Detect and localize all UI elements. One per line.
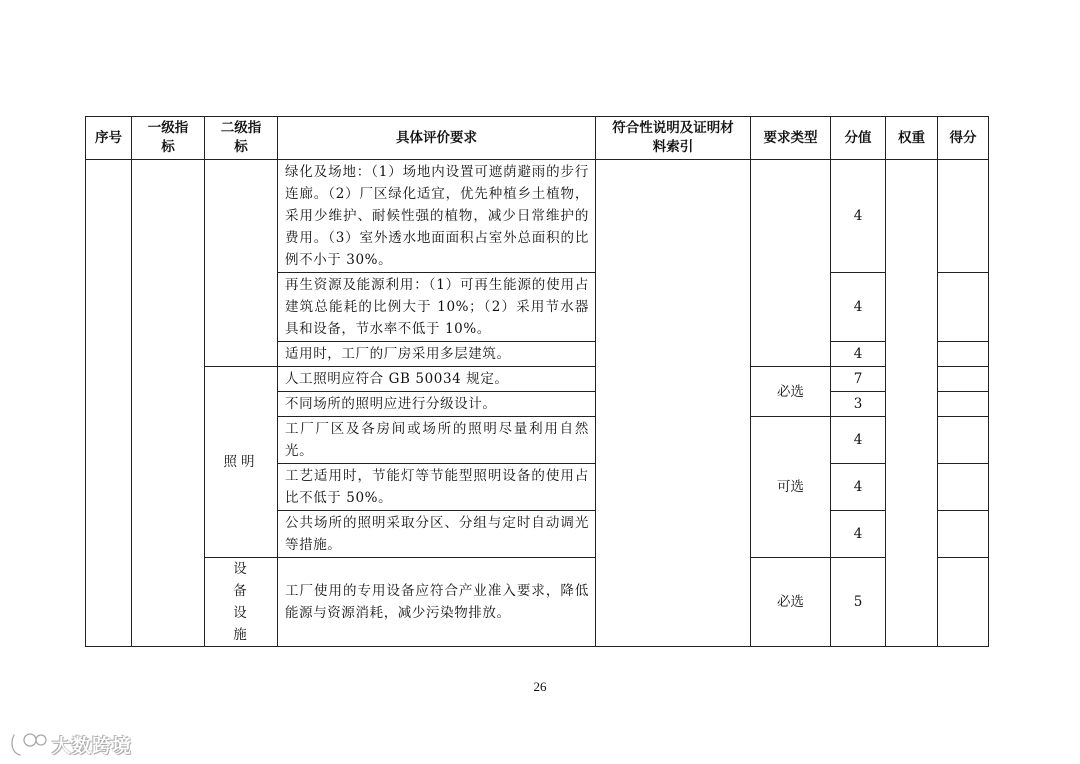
header-level1: 一级指标 <box>132 117 205 160</box>
score-cell: 5 <box>831 558 886 647</box>
obtained-cell <box>938 417 989 464</box>
score-cell: 4 <box>831 464 886 511</box>
watermark-text: 大数跨境 <box>52 734 133 757</box>
requirement-cell: 适用时，工厂的厂房采用多层建筑。 <box>278 342 596 367</box>
weight-cell <box>886 160 938 647</box>
header-requirement: 具体评价要求 <box>278 117 596 160</box>
evidence-cell <box>596 160 751 647</box>
score-cell: 3 <box>831 392 886 417</box>
level1-cell <box>132 160 205 647</box>
table-row <box>86 558 989 647</box>
requirement-cell: 工厂使用的专用设备应符合产业准入要求，降低能源与资源消耗，减少污染物排放。 <box>278 558 596 647</box>
header-weight: 权重 <box>886 117 938 160</box>
header-seq: 序号 <box>86 117 132 160</box>
score-cell: 4 <box>831 511 886 558</box>
watermark-logo-icon <box>8 729 48 759</box>
obtained-cell <box>938 511 989 558</box>
seq-cell <box>86 160 132 647</box>
req-type-cell-empty <box>751 160 831 367</box>
watermark <box>8 728 132 760</box>
score-cell: 4 <box>831 160 886 273</box>
req-type-cell-mandatory: 必选 <box>751 558 831 647</box>
score-cell: 7 <box>831 367 886 392</box>
score-cell: 4 <box>831 342 886 367</box>
header-req-type: 要求类型 <box>751 117 831 160</box>
obtained-cell <box>938 464 989 511</box>
req-type-cell-mandatory: 必选 <box>751 367 831 417</box>
table-row <box>86 367 989 392</box>
req-type-cell-optional: 可选 <box>751 417 831 558</box>
header-evidence: 符合性说明及证明材料索引 <box>596 117 751 160</box>
score-cell: 4 <box>831 417 886 464</box>
obtained-cell <box>938 392 989 417</box>
obtained-cell <box>938 273 989 342</box>
level2-cell-lighting: 照明 <box>205 367 278 558</box>
obtained-cell <box>938 160 989 273</box>
requirement-cell: 工厂厂区及各房间或场所的照明尽量利用自然光。 <box>278 417 596 464</box>
level2-cell-empty <box>205 160 278 367</box>
requirement-cell: 公共场所的照明采取分区、分组与定时自动调光等措施。 <box>278 511 596 558</box>
obtained-cell <box>938 367 989 392</box>
header-level2: 二级指标 <box>205 117 278 160</box>
table-row <box>86 160 989 273</box>
obtained-cell <box>938 342 989 367</box>
obtained-cell <box>938 558 989 647</box>
requirement-cell: 工艺适用时，节能灯等节能型照明设备的使用占比不低于 50%。 <box>278 464 596 511</box>
requirement-cell: 人工照明应符合 GB 50034 规定。 <box>278 367 596 392</box>
header-score: 分值 <box>831 117 886 160</box>
page-number: 26 <box>533 679 547 694</box>
evaluation-table <box>85 116 989 647</box>
score-cell: 4 <box>831 273 886 342</box>
requirement-cell: 不同场所的照明应进行分级设计。 <box>278 392 596 417</box>
table-header-row <box>86 117 989 160</box>
requirement-cell: 再生资源及能源利用：（1）可再生能源的使用占建筑总能耗的比例大于 10%；（2）采用节水器具和设备，节水率不低于 10%。 <box>278 273 596 342</box>
header-obtained: 得分 <box>938 117 989 160</box>
level2-cell-equipment: 设备设施 <box>205 558 278 647</box>
requirement-cell: 绿化及场地：（1）场地内设置可遮荫避雨的步行连廊。（2）厂区绿化适宜，优先种植乡土植物，采用少维护、耐候性强的植物，减少日常维护的费用。（3）室外透水地面面积占室外总面积的比例不小于 30%。 <box>278 160 596 273</box>
